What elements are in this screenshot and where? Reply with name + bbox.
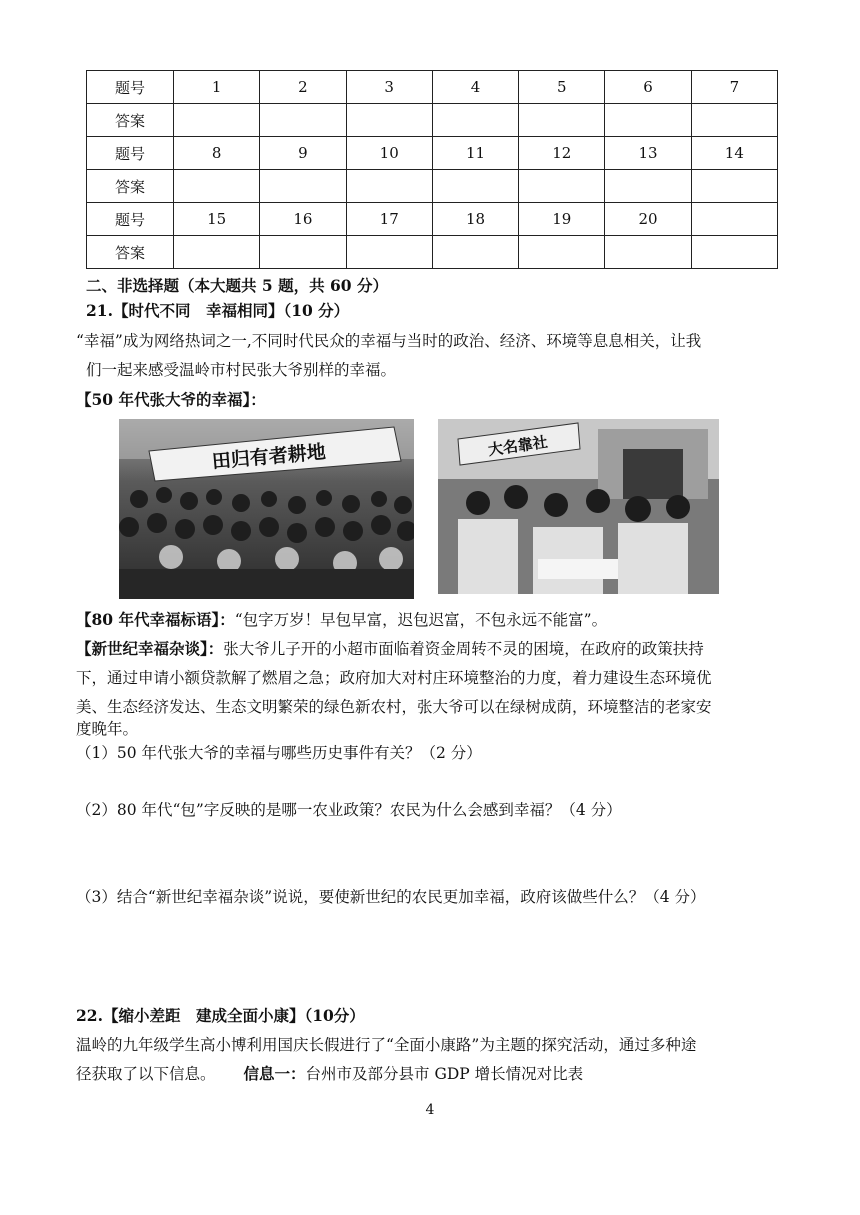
answer-cell[interactable] [260, 104, 346, 137]
row-label: 答案 [87, 104, 174, 137]
photo-land-reform [119, 419, 414, 599]
answer-cell[interactable] [346, 170, 432, 203]
row-label: 答案 [87, 170, 174, 203]
question-number-cell: 7 [691, 71, 777, 104]
question-number-cell: 19 [519, 203, 605, 236]
answer-cell[interactable] [691, 236, 777, 269]
answer-cell[interactable] [346, 236, 432, 269]
answer-cell[interactable] [519, 236, 605, 269]
answer-table [86, 70, 778, 269]
question-number-cell: 17 [346, 203, 432, 236]
q21-eighties-text: “包字万岁！早包早富，迟包迟富，不包永远不能富”。 [234, 611, 608, 629]
question-number-cell: 4 [432, 71, 518, 104]
question-number-cell: 14 [691, 137, 777, 170]
question-number-cell: 12 [519, 137, 605, 170]
answer-cell[interactable] [605, 236, 691, 269]
question-number-row [87, 203, 778, 236]
photo2-banner-text: 大名靠社 [486, 432, 549, 460]
q21-intro-line2: 们一起来感受温岭市村民张大爷别样的幸福。 [86, 361, 397, 379]
question-number-cell: 10 [346, 137, 432, 170]
photo-land-reform-graphic [119, 419, 414, 599]
q21-title: 21.【时代不同 幸福相同】（10 分） [86, 301, 350, 320]
row-label: 答案 [87, 236, 174, 269]
page-number: 4 [425, 1102, 435, 1118]
answer-row [87, 104, 778, 137]
question-number-cell: 13 [605, 137, 691, 170]
question-number-row [87, 71, 778, 104]
q21-eighties-row [76, 608, 607, 630]
photo-cooperative [438, 419, 719, 594]
row-label: 题号 [87, 71, 174, 104]
question-number-cell: 2 [260, 71, 346, 104]
q22-info1-text: 台州市及部分县市 GDP 增长情况对比表 [305, 1065, 584, 1083]
section-heading: 二、非选择题（本大题共 5 题，共 60 分） [86, 276, 388, 295]
photo1-banner-text: 田归有者耕地 [211, 441, 327, 473]
row-label: 题号 [87, 203, 174, 236]
answer-cell[interactable] [605, 170, 691, 203]
row-label: 题号 [87, 137, 174, 170]
answer-cell[interactable] [346, 104, 432, 137]
answer-cell[interactable] [260, 170, 346, 203]
answer-cell[interactable] [174, 104, 260, 137]
answer-cell[interactable] [260, 236, 346, 269]
question-number-cell: 15 [174, 203, 260, 236]
q21-newcentury-line2: 下，通过申请小额贷款解了燃眉之急；政府加大对村庄环境整治的力度，着力建设生态环境优 [76, 669, 712, 687]
q22-intro-row2 [76, 1062, 583, 1084]
q21-eighties-label: 【80 年代幸福标语】： [76, 610, 235, 629]
question-number-cell: 8 [174, 137, 260, 170]
answer-cell[interactable] [432, 104, 518, 137]
answer-cell[interactable] [519, 170, 605, 203]
q21-sub1: （1）50 年代张大爷的幸福与哪些历史事件有关？（2 分） [76, 744, 482, 762]
q22-intro-line1: 温岭的九年级学生高小博利用国庆长假进行了“全面小康路”为主题的探究活动，通过多种途 [76, 1036, 697, 1054]
q21-newcentury-label: 【新世纪幸福杂谈】： [76, 639, 224, 658]
question-number-cell: 1 [174, 71, 260, 104]
answer-cell[interactable] [432, 236, 518, 269]
q21-intro-line1: “幸福”成为网络热词之一,不同时代民众的幸福与当时的政治、经济、环境等息息相关，让我 [76, 332, 702, 350]
q21-newcentury-line1: 张大爷儿子开的小超市面临着资金周转不灵的困境，在政府的政策扶持 [223, 640, 704, 658]
q21-fifties-label: 【50 年代张大爷的幸福】： [76, 390, 266, 409]
question-number-cell: 16 [260, 203, 346, 236]
answer-cell[interactable] [691, 170, 777, 203]
q21-sub3: （3）结合“新世纪幸福杂谈”说说，要使新世纪的农民更加幸福，政府该做些什么？（4 分） [76, 888, 706, 906]
question-number-cell: 9 [260, 137, 346, 170]
answer-cell[interactable] [605, 104, 691, 137]
answer-row [87, 236, 778, 269]
question-number-cell: 6 [605, 71, 691, 104]
answer-cell[interactable] [691, 104, 777, 137]
answer-cell[interactable] [174, 236, 260, 269]
question-number-cell: 11 [432, 137, 518, 170]
answer-cell[interactable] [174, 170, 260, 203]
q21-newcentury-row [76, 637, 704, 659]
q22-intro-line2: 径获取了以下信息。 [76, 1065, 216, 1083]
q21-newcentury-line4: 度晚年。 [76, 720, 139, 738]
question-number-cell: 5 [519, 71, 605, 104]
question-number-cell: 20 [605, 203, 691, 236]
answer-cell[interactable] [432, 170, 518, 203]
question-number-cell [691, 203, 777, 236]
q22-title: 22.【缩小差距 建成全面小康】（10分） [76, 1006, 365, 1025]
q21-newcentury-line3: 美、生态经济发达、生态文明繁荣的绿色新农村，张大爷可以在绿树成荫，环境整洁的老家安 [76, 698, 712, 716]
question-number-cell: 18 [432, 203, 518, 236]
q22-info1-label: 信息一： [243, 1064, 306, 1083]
question-number-row [87, 137, 778, 170]
answer-table-body [87, 71, 778, 269]
answer-row [87, 170, 778, 203]
answer-cell[interactable] [519, 104, 605, 137]
question-number-cell: 3 [346, 71, 432, 104]
q21-sub2: （2）80 年代“包”字反映的是哪一农业政策？农民为什么会感到幸福？（4 分） [76, 801, 622, 819]
photo-cooperative-graphic [438, 419, 719, 594]
